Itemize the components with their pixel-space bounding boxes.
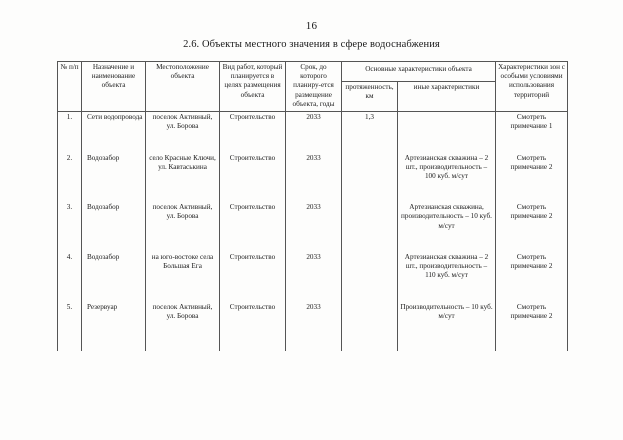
cell-num: 4. [58,252,82,283]
spacer-cell [496,233,568,252]
spacer-cell [496,283,568,302]
spacer-cell [82,183,146,202]
cell-other-characteristics: Артезианская скважина, производительность – 10 куб. м/сут [398,202,496,233]
spacer-cell [58,183,82,202]
page-number: 16 [305,20,318,32]
spacer-cell [398,283,496,302]
cell-length [342,252,398,283]
cell-num: 5. [58,302,82,351]
table-row-spacer [58,283,568,302]
cell-length [342,153,398,184]
column-header-work-type: Вид работ, который планируется в целях размещения объекта [220,62,286,112]
spacer-cell [286,183,342,202]
spacer-cell [342,134,398,153]
spacer-cell [342,183,398,202]
column-header-deadline: Срок, до которого планиру-ется размещение объекта, годы [286,62,342,112]
cell-other-characteristics: Артезианская скважина – 2 шт., производительность – 100 куб. м/сут [398,153,496,184]
cell-num: 1. [58,112,82,134]
spacer-cell [220,283,286,302]
column-header-other-characteristics: иные характеристики [398,82,496,112]
spacer-cell [58,283,82,302]
column-header-zone-characteristics: Характеристики зон с особыми условиями использования территорий [496,62,568,112]
cell-location: поселок Активный, ул. Борова [146,112,220,134]
cell-name: Водозабор [82,202,146,233]
spacer-cell [342,233,398,252]
spacer-cell [398,183,496,202]
spacer-cell [146,183,220,202]
spacer-cell [342,283,398,302]
cell-deadline: 2033 [286,153,342,184]
objects-table [57,61,568,351]
spacer-cell [286,134,342,153]
cell-work-type: Строительство [220,112,286,134]
cell-work-type: Строительство [220,252,286,283]
cell-zone-characteristics: Смотреть примечание 2 [496,252,568,283]
cell-length [342,202,398,233]
spacer-cell [146,233,220,252]
spacer-cell [58,134,82,153]
cell-location: поселок Активный, ул. Борова [146,302,220,351]
cell-deadline: 2033 [286,202,342,233]
table-row [58,202,568,233]
spacer-cell [220,134,286,153]
spacer-cell [82,134,146,153]
spacer-cell [146,283,220,302]
table-body [58,112,568,351]
table-row-spacer [58,233,568,252]
cell-num: 3. [58,202,82,233]
spacer-cell [220,233,286,252]
table-row [58,252,568,283]
cell-zone-characteristics: Смотреть примечание 2 [496,302,568,351]
page-title: 2.6. Объекты местного значения в сфере водоснабжения [183,39,440,50]
cell-num: 2. [58,153,82,184]
cell-location: село Красные Ключи, ул. Кавтаськина [146,153,220,184]
cell-deadline: 2033 [286,252,342,283]
objects-table-container [57,61,567,351]
cell-location: на юго-востоке села Большая Ега [146,252,220,283]
table-row-spacer [58,183,568,202]
cell-zone-characteristics: Смотреть примечание 1 [496,112,568,134]
cell-length [342,302,398,351]
spacer-cell [398,134,496,153]
column-header-num: № п/п [58,62,82,112]
cell-length: 1,3 [342,112,398,134]
cell-name: Резервуар [82,302,146,351]
spacer-cell [58,233,82,252]
column-header-name: Назначение и наименование объекта [82,62,146,112]
spacer-cell [286,233,342,252]
spacer-cell [496,183,568,202]
spacer-cell [496,134,568,153]
cell-other-characteristics [398,112,496,134]
cell-work-type: Строительство [220,202,286,233]
column-header-location: Местоположение объекта [146,62,220,112]
cell-name: Сети водопровода [82,112,146,134]
column-header-length: протяженность, км [342,82,398,112]
spacer-cell [146,134,220,153]
spacer-cell [398,233,496,252]
table-row-spacer [58,134,568,153]
column-header-main-characteristics: Основные характеристики объекта [342,62,496,82]
cell-name: Водозабор [82,252,146,283]
cell-zone-characteristics: Смотреть примечание 2 [496,202,568,233]
table-row [58,302,568,351]
cell-zone-characteristics: Смотреть примечание 2 [496,153,568,184]
cell-name: Водозабор [82,153,146,184]
spacer-cell [220,183,286,202]
cell-deadline: 2033 [286,112,342,134]
cell-other-characteristics: Производительность – 10 куб. м/сут [398,302,496,351]
cell-work-type: Строительство [220,302,286,351]
cell-location: поселок Активный, ул. Борова [146,202,220,233]
spacer-cell [286,283,342,302]
table-row [58,153,568,184]
spacer-cell [82,283,146,302]
cell-work-type: Строительство [220,153,286,184]
cell-deadline: 2033 [286,302,342,351]
table-row [58,112,568,134]
spacer-cell [82,233,146,252]
table-header [58,62,568,112]
cell-other-characteristics: Артезианская скважина – 2 шт., производительность – 110 куб. м/сут [398,252,496,283]
